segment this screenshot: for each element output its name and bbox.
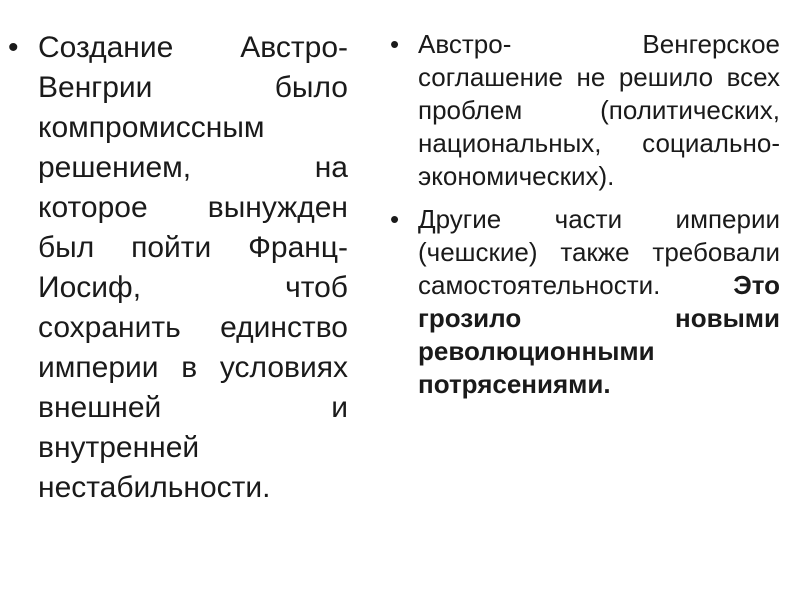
right-column: [388, 28, 780, 411]
bullet-item: [8, 28, 348, 508]
left-column: [8, 28, 348, 508]
bullet-icon: •: [390, 29, 400, 59]
bullet-text: Создание Австро-Венгрии было компромиссным решением, на которое вынужден был пойти Франц-Иосиф, чтоб сохранить единство империи в условиях внешней и внутренней нестабильности.: [38, 31, 348, 504]
bullet-icon: •: [390, 204, 400, 234]
bullet-text-container: [418, 203, 780, 401]
bullet-icon: •: [8, 31, 19, 64]
bullet-item: [388, 203, 780, 401]
bullet-text: Австро- Венгерское соглашение не решило всех проблем (политических, национальных, социально-экономических).: [418, 29, 780, 191]
bullet-item: [388, 28, 780, 193]
bullet-text: Другие части империи (чешские) также требовали самостоятельности.: [418, 204, 780, 300]
bullet-bold-text: Это грозило новыми революционными потрясениями.: [418, 270, 780, 399]
